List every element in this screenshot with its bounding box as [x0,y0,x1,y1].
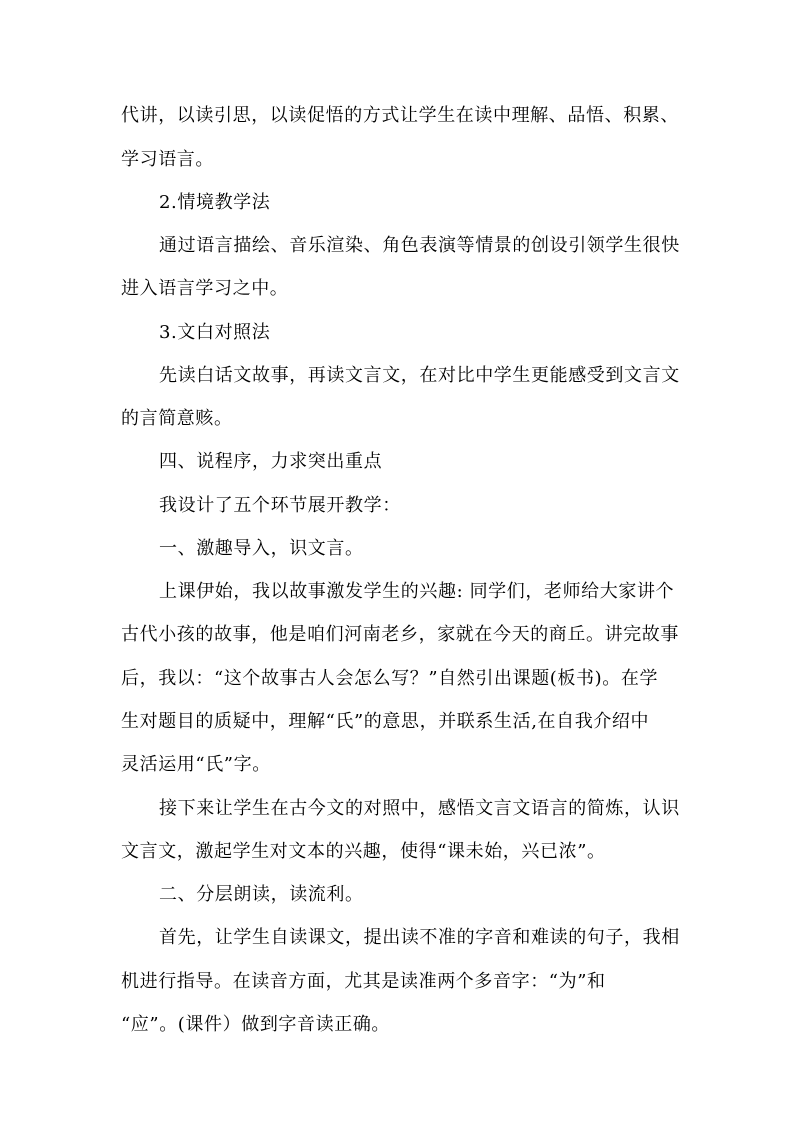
section-heading: 二、分层朗读，读流利。 [159,884,364,905]
paragraph-line: 机进行指导。在读音方面，尤其是读准两个多音字：“为”和 [121,971,606,992]
paragraph-line: 灵活运用“氏”字。 [121,754,271,775]
paragraph-line: 生对题目的质疑中，理解“氏”的意思，并联系生活,在自我介绍中 [121,711,650,732]
paragraph-line: 代讲，以读引思，以读促悟的方式让学生在读中理解、品悟、积累、 [121,105,679,126]
paragraph-line: 上课伊始，我以故事激发学生的兴趣: 同学们，老师给大家讲个 [159,581,675,602]
paragraph-line: 进入语言学习之中。 [121,278,289,299]
section-heading: 四、说程序，力求突出重点 [159,451,383,472]
section-heading: 2.情境教学法 [159,192,271,213]
paragraph-line: 先读白话文故事，再读文言文，在对比中学生更能感受到文言文 [159,365,680,386]
paragraph-line: 学习语言。 [121,149,214,170]
paragraph-line: 古代小孩的故事，他是咱们河南老乡，家就在今天的商丘。讲完故事 [121,624,679,645]
paragraph-line: 通过语言描绘、音乐渲染、角色表演等情景的创设引领学生很快 [159,235,680,256]
paragraph-line: 后，我以：“这个故事古人会怎么写？”自然引出课题(板书)。在学 [121,668,659,689]
paragraph-line: “应”。(课件）做到字音读正确。 [121,1014,391,1035]
section-heading: 一、激趣导入，识文言。 [159,538,364,559]
paragraph-line: 接下来让学生在古今文的对照中，感悟文言文语言的简炼，认识 [159,798,680,819]
paragraph-line: 文言文，激起学生对文本的兴趣，使得“课未始，兴已浓”。 [121,841,606,862]
paragraph-line: 我设计了五个环节展开教学： [159,495,401,516]
paragraph-line: 的言简意赅。 [121,408,233,429]
section-heading: 3.文白对照法 [159,322,271,343]
paragraph-line: 首先，让学生自读课文，提出读不准的字音和难读的句子，我相 [159,927,680,948]
